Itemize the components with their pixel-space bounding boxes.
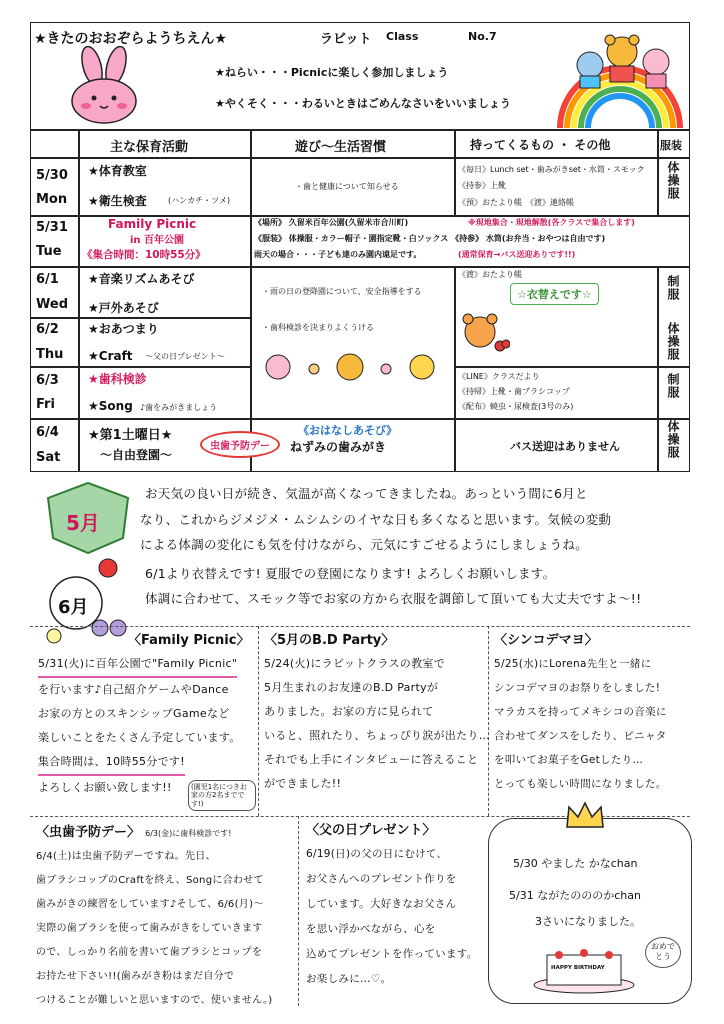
item-line: 《配布》蟯虫・尿検査(3号のみ) — [458, 402, 574, 411]
row-date: 5/31 — [36, 220, 68, 235]
activity: ★体育教室 — [88, 164, 147, 178]
father-line: しています。大好きなお父さん — [306, 898, 457, 910]
activity: ★音楽リズムあそび — [88, 272, 195, 286]
item-line: バス送迎はありません — [510, 440, 620, 453]
cinco-line: 5/25(水)にLorena先生と一緒に — [494, 658, 652, 670]
may-label: 5月 — [66, 511, 100, 535]
picnic-note: ※現地集合・現地解散(各クラスで集合します) — [468, 218, 635, 227]
birthday-line: 5/31 ながたのののかchan — [509, 889, 641, 902]
fathers-day-section — [306, 820, 496, 992]
header-play: 遊び～生活習慣 — [295, 140, 387, 155]
cavity-title: 〈虫歯予防デー〉 — [36, 825, 141, 840]
intro-line: お天気の良い日が続き、気温が高くなってきましたね。あっという間に6月と — [145, 486, 588, 501]
cavity-title-note: 6/3(金)に歯科検診です! — [145, 829, 232, 838]
picnic-section — [38, 630, 256, 808]
bear-illustration — [460, 310, 510, 355]
cavity-line: つけることが難しいと思いますので、使いません。) — [36, 995, 273, 1006]
cavity-line: 歯ブラシコップのCraftを終え、Songに合わせて — [36, 875, 264, 886]
picnic-line: 集合時間は、10時55分です! — [38, 750, 185, 776]
activity: ★Craft — [88, 349, 133, 363]
class-word: Class — [386, 30, 419, 43]
cavity-line: 6/4(土)は虫歯予防デーですね。先日、 — [36, 851, 216, 862]
play-activity: ・歯科検診を決まりよくうける — [262, 323, 374, 332]
intro-line: なり、これからジメジメ・ムシムシのイヤな日も多くなると思います。気候の変動 — [140, 511, 612, 527]
picnic-line: を行います♪自己紹介ゲームやDance — [38, 683, 229, 696]
item-line: 《渡》おたより帳 — [458, 270, 522, 279]
picnic-title: Family Picnic — [108, 217, 197, 231]
picnic-line: よろしくお願い致します!! — [38, 781, 172, 794]
play-activity: ねずみの歯みがき — [290, 440, 387, 454]
intro-line: 6/1より衣替えです! 夏服での登園になります! よろしくお願いします。 — [145, 565, 556, 581]
row-date: 5/30 — [36, 168, 68, 183]
activity-note: ～父の日プレゼント～ — [145, 352, 225, 361]
cavity-line: 歯みがきの練習をしています♪そして、6/6(月)～ — [36, 899, 264, 910]
dress-code: 体操服 — [666, 161, 680, 200]
bd-party-title: 〈5月のB.D Party〉 — [264, 633, 395, 648]
birthday-line: 5/30 やました かなchan — [513, 857, 638, 870]
month-intro-text — [140, 481, 705, 612]
cinco-line: を叩いてお菓子をGetしたり… — [494, 754, 644, 766]
cavity-line: 実際の歯ブラシを使って歯みがきをしていきます — [36, 923, 263, 934]
row-day: Wed — [36, 297, 68, 312]
school-name: ★きたのおおぞらようちえん★ — [34, 31, 228, 47]
bd-line: ができました!! — [264, 777, 342, 790]
may-june-badge-illustration — [38, 478, 138, 648]
activity: ★Song — [88, 399, 133, 413]
cavity-section — [36, 820, 298, 1013]
row-date: 6/4 — [36, 425, 59, 440]
father-line: を思い浮かべながら、心を — [306, 923, 436, 935]
picnic-place: in 百年公園 — [130, 235, 185, 246]
bd-line: それでも上手にインタビューに答えること — [264, 753, 479, 766]
row-day: Fri — [36, 397, 55, 412]
aim-text: ★ねらい・・・Picnicに楽しく参加しましょう — [215, 66, 449, 79]
uniform-change-badge: ☆衣替えです☆ — [510, 283, 599, 305]
picnic-line: 楽しいことをたくさん予定しています。 — [38, 731, 241, 744]
cavity-day-bubble: 虫歯予防デー — [200, 431, 280, 458]
row-day: Sat — [36, 450, 61, 465]
cinco-section — [494, 630, 694, 796]
activity: ★戸外あそび — [88, 301, 159, 315]
cavity-line: ので、しっかり名前を書いて歯ブラシとコップを — [36, 947, 263, 958]
promise-text: ★やくそく・・・わるいときはごめんなさいをいいましょう — [215, 97, 511, 110]
header-activities: 主な保育活動 — [110, 140, 189, 155]
bd-party-section — [264, 630, 490, 796]
item-line: 《毎日》Lunch set・歯みがきset・水筒・スモック — [458, 165, 645, 174]
activity-note: ♪歯をみがきましょう — [140, 403, 218, 412]
row-day: Mon — [36, 192, 68, 207]
row-date: 6/3 — [36, 373, 59, 388]
header-items: 持ってくるもの ・ その他 — [470, 138, 611, 152]
intro-line: による体調の変化にも気を付けながら、元気にすごせるようにしましょうね。 — [140, 537, 589, 552]
intro-line: 体調に合わせて、スモック等でお家の方から衣服を調節して頂いても大丈夫ですよ～!! — [145, 591, 642, 606]
play-activity: ・歯と健康について知らせる — [295, 182, 399, 191]
picnic-note: 雨天の場合・・・子ども達のみ園内遠足です。 — [254, 250, 422, 259]
cinco-title: 〈シンコデマヨ〉 — [494, 633, 598, 648]
congrats-tag: おめでとう — [645, 937, 681, 968]
activity: ★歯科検診 — [88, 372, 147, 386]
picnic-note: 《服装》 体操服・カラー帽子・園指定靴・白ソックス 《持参》 水筒(お弁当・おやつは自由です) — [254, 234, 606, 243]
picnic-line: お家の方とのスキンシップGameなど — [38, 707, 230, 720]
activity: ★おあつまり — [88, 322, 159, 336]
animal-characters-illustration — [258, 347, 446, 387]
father-line: お父さんへのプレゼント作りを — [306, 873, 457, 885]
birthday-box — [488, 818, 692, 1004]
play-title: 《おはなしあそび》 — [298, 424, 398, 437]
class-name: ラビット — [320, 32, 372, 47]
activity: ～自由登園～ — [100, 448, 173, 462]
row-date: 6/1 — [36, 272, 59, 287]
bd-line: ありました。お家の方に見られて — [264, 705, 434, 718]
row-date: 6/2 — [36, 322, 59, 337]
issue-number: No.7 — [468, 30, 497, 43]
bd-line: いると、照れたり、ちょっぴり涙が出たり… — [264, 729, 490, 742]
cinco-line: とっても楽しい時間になりました。 — [494, 778, 667, 790]
cinco-line: マラカスを持ってメキシコの音楽に — [494, 706, 667, 718]
row-day: Tue — [36, 244, 62, 259]
picnic-note: 《場所》 久留米百年公園(久留米市合川町) — [254, 218, 409, 227]
picnic-note: (通常保育→バス送迎ありです!!) — [458, 250, 576, 259]
father-line: 込めてプレゼントを作っています。 — [306, 948, 478, 960]
dress-code: 体操服 — [666, 420, 680, 459]
item-line: 《LINE》クラスだより — [458, 372, 540, 381]
father-line: お楽しみに…♡。 — [306, 973, 392, 985]
activity: ★第1土曜日★ — [88, 428, 173, 443]
crown-icon — [563, 799, 607, 831]
picnic-title: 〈Family Picnic〉 — [128, 633, 250, 648]
row-day: Thu — [36, 347, 64, 362]
fathers-day-title: 〈父の日プレゼント〉 — [306, 823, 436, 838]
header-dress: 服装 — [660, 139, 682, 152]
activity-note: (ハンカチ・ツメ) — [168, 196, 231, 205]
cavity-line: お持たせ下さい!!(歯みがき粉はまだ自分で — [36, 971, 235, 982]
cinco-line: シンコデマヨのお祭りをしました! — [494, 682, 661, 694]
dress-code: 体操服 — [666, 322, 680, 361]
bd-line: 5月生まれのお友達のB.D Partyが — [264, 681, 439, 694]
dress-code: 制服 — [666, 275, 680, 301]
item-line: 《預》おたより帳 《渡》連絡帳 — [458, 198, 574, 207]
activity: ★衛生検査 — [88, 194, 147, 208]
item-line: 《持帰》上靴・歯ブラシコップ — [458, 387, 570, 396]
dress-code: 制服 — [666, 373, 680, 399]
father-line: 6/19(日)の父の日にむけて、 — [306, 848, 448, 860]
picnic-note: (園児1名につきお家の方2名までです!) — [188, 780, 256, 811]
cake-text: HAPPY BIRTHDAY — [551, 965, 605, 971]
picnic-line: 5/31(火)に百年公園で"Family Picnic" — [38, 652, 237, 678]
cinco-line: 合わせてダンスをしたり、ピニャタ — [494, 730, 667, 742]
bd-line: 5/24(火)にラビットクラスの教室で — [264, 657, 445, 670]
item-line: 《持参》上靴 — [458, 181, 506, 190]
meeting-time: 《集合時間：10時55分》 — [82, 249, 206, 261]
play-activity: ・雨の日の登降園について、安全指導をする — [262, 287, 422, 296]
june-label: 6月 — [58, 597, 89, 618]
birthday-line: 3さいになりました。 — [535, 915, 641, 928]
